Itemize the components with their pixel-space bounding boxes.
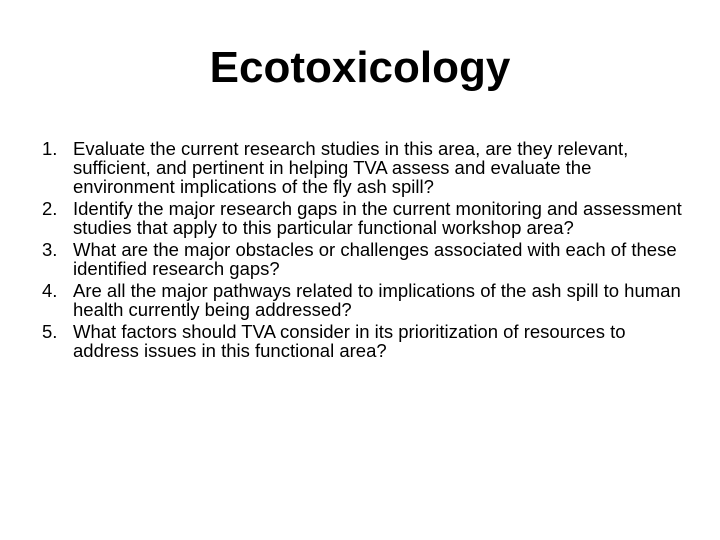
item-number: 5. bbox=[42, 320, 58, 342]
list-item bbox=[42, 322, 692, 360]
item-text: Evaluate the current research studies in this area, are they relevant, sufficient, and pertinent in helping TVA assess and evaluate the environment implications of the fly ash spill? bbox=[73, 138, 629, 198]
item-number: 2. bbox=[42, 198, 58, 220]
list-item bbox=[42, 139, 692, 197]
item-number: 1. bbox=[42, 138, 58, 159]
list-item bbox=[42, 199, 692, 237]
item-text: Identify the major research gaps in the current monitoring and assessment studies that apply to this particular functional workshop area? bbox=[73, 198, 682, 239]
question-list bbox=[42, 139, 692, 363]
item-number: 3. bbox=[42, 239, 58, 261]
item-number: 4. bbox=[42, 279, 58, 301]
item-text: What are the major obstacles or challenges associated with each of these identified research gaps? bbox=[73, 239, 677, 280]
item-text: Are all the major pathways related to implications of the ash spill to human health currently being addressed? bbox=[73, 279, 681, 321]
list-item bbox=[42, 281, 692, 319]
slide-title: Ecotoxicology bbox=[209, 43, 511, 92]
item-text: What factors should TVA consider in its prioritization of resources to address issues in this functional area? bbox=[73, 320, 626, 362]
list-item bbox=[42, 240, 692, 278]
